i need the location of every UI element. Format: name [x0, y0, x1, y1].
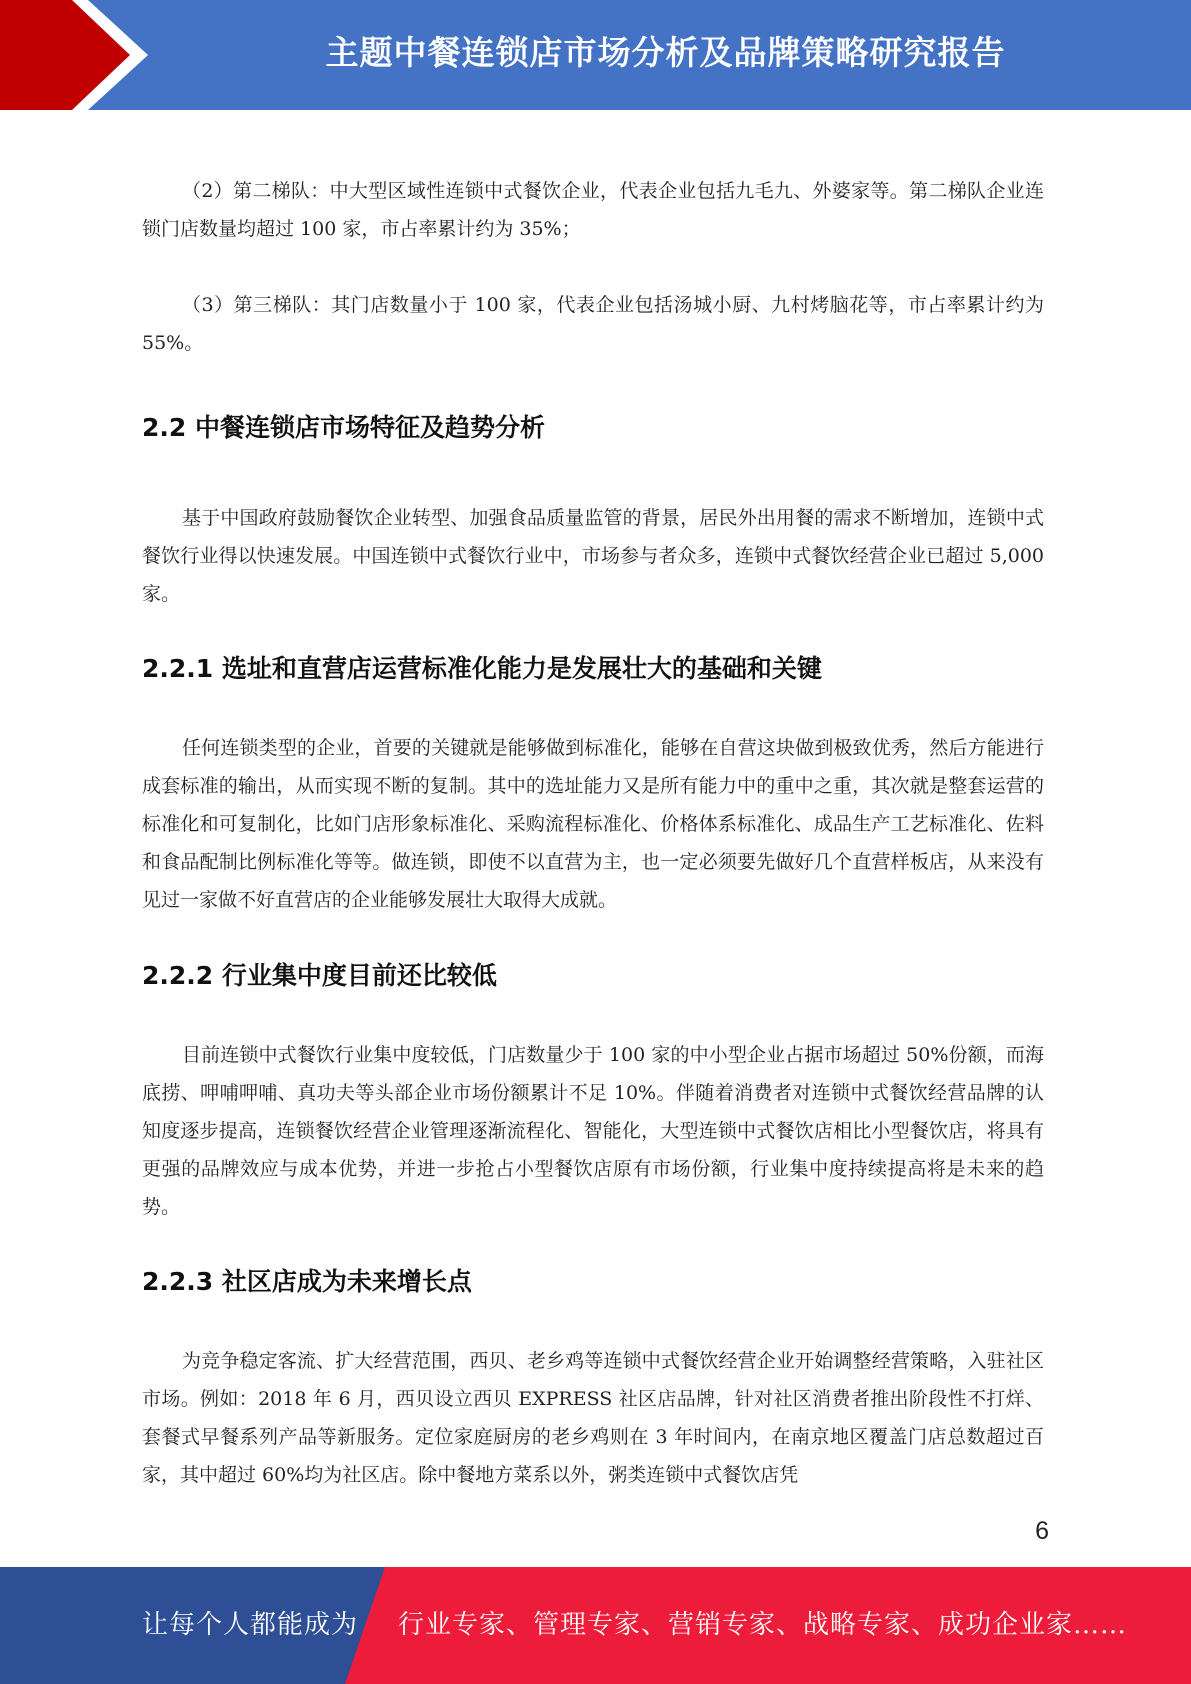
page-footer	[0, 1567, 1191, 1684]
page-header	[0, 0, 1191, 110]
header-arrow-decoration	[0, 0, 150, 110]
section-heading-2-2-1: 2.2.1 选址和直营店运营标准化能力是发展壮大的基础和关键	[142, 654, 822, 683]
footer-slogan-right: 行业专家、管理专家、营销专家、战略专家、成功企业家……	[398, 1610, 1128, 1640]
paragraph-tier2: （2）第二梯队：中大型区域性连锁中式餐饮企业，代表企业包括九毛九、外婆家等。第二梯队企业连锁门店数量均超过 100 家，市占率累计约为 35%；	[142, 180, 1044, 240]
paragraph-2-2: 基于中国政府鼓励餐饮企业转型、加强食品质量监管的背景，居民外出用餐的需求不断增加，连锁中式餐饮行业得以快速发展。中国连锁中式餐饮行业中，市场参与者众多，连锁中式餐饮经营企业已超过 5,000 家。	[142, 507, 1044, 605]
page-number: 6	[1035, 1517, 1049, 1545]
footer-slogan-left: 让每个人都能成为	[142, 1610, 359, 1640]
section-heading-2-2-3: 2.2.3 社区店成为未来增长点	[142, 1267, 472, 1296]
paragraph-2-2-3: 为竞争稳定客流、扩大经营范围，西贝、老乡鸡等连锁中式餐饮经营企业开始调整经营策略，入驻社区市场。例如：2018 年 6 月，西贝设立西贝 EXPRESS 社区店品牌，针对社区消费者推出阶段性不打烊、套餐式早餐系列产品等新服务。定位家庭厨房的老乡鸡则在 3 年时间内，在南京地区覆盖门店总数超过百家，其中超过 60%均为社区店。除中餐地方菜系以外，粥类连锁中式餐饮店凭	[142, 1350, 1044, 1486]
paragraph-2-2-2: 目前连锁中式餐饮行业集中度较低，门店数量少于 100 家的中小型企业占据市场超过 50%份额，而海底捞、呷哺呷哺、真功夫等头部企业市场份额累计不足 10%。伴随着消费者对连锁中式餐饮经营品牌的认知度逐步提高，连锁餐饮经营企业管理逐渐流程化、智能化，大型连锁中式餐饮店相比小型餐饮店，将具有更强的品牌效应与成本优势，并进一步抢占小型餐饮店原有市场份额，行业集中度持续提高将是未来的趋势。	[142, 1044, 1044, 1218]
section-heading-2-2: 2.2 中餐连锁店市场特征及趋势分析	[142, 413, 545, 442]
paragraph-tier3: （3）第三梯队：其门店数量小于 100 家，代表企业包括汤城小厨、九村烤脑花等，市占率累计约为 55%。	[142, 294, 1044, 354]
paragraph-2-2-1: 任何连锁类型的企业，首要的关键就是能够做到标准化，能够在自营这块做到极致优秀，然后方能进行成套标准的输出，从而实现不断的复制。其中的选址能力又是所有能力中的重中之重，其次就是整套运营的标准化和可复制化，比如门店形象标准化、采购流程标准化、价格体系标准化、成品生产工艺标准化、佐料和食品配制比例标准化等等。做连锁，即使不以直营为主，也一定必须要先做好几个直营样板店，从来没有见过一家做不好直营店的企业能够发展壮大取得大成就。	[142, 737, 1044, 911]
section-heading-2-2-2: 2.2.2 行业集中度目前还比较低	[142, 961, 497, 990]
report-title: 主题中餐连锁店市场分析及品牌策略研究报告	[325, 33, 1006, 72]
